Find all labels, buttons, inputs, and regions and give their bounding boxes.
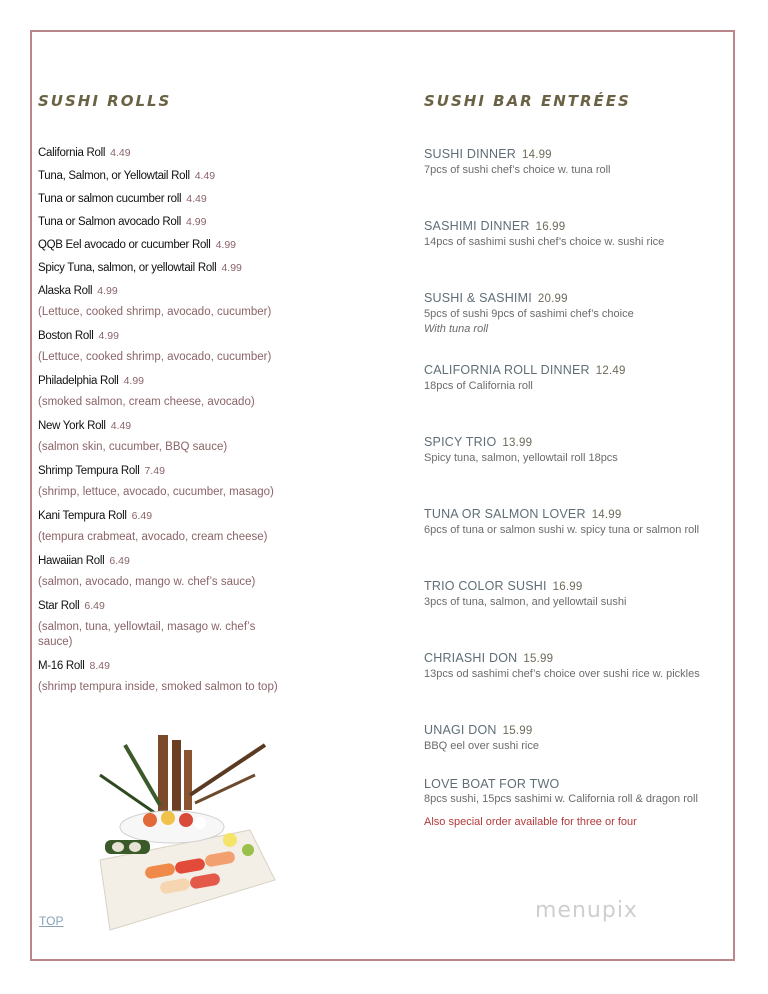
entree-item: [424, 650, 744, 722]
roll-name: New York Roll: [38, 420, 106, 432]
roll-name: Tuna or salmon cucumber roll: [38, 193, 182, 205]
entree-description: BBQ eel over sushi rice: [424, 740, 539, 752]
roll-name: Spicy Tuna, salmon, or yellowtail Roll: [38, 262, 217, 274]
entree-item: [424, 218, 744, 290]
roll-price: 8.49: [89, 660, 110, 672]
roll-price: 7.49: [144, 465, 165, 477]
sushi-roll-item: [38, 168, 288, 184]
entree-price: 16.99: [535, 221, 566, 233]
sushi-roll-item: [38, 191, 288, 207]
roll-name: Shrimp Tempura Roll: [38, 465, 140, 477]
entree-item: [424, 362, 744, 434]
top-link[interactable]: TOP: [39, 914, 64, 928]
entree-price: 16.99: [552, 581, 583, 593]
entree-item: [424, 506, 744, 578]
roll-price: 4.49: [186, 193, 207, 205]
entree-name: SUSHI DINNER: [424, 147, 516, 161]
entree-name: CHRIASHI DON: [424, 651, 518, 665]
roll-name: QQB Eel avocado or cucumber Roll: [38, 239, 211, 251]
entree-name: UNAGI DON: [424, 723, 497, 737]
entree-title-line: [424, 146, 744, 163]
entree-description: 3pcs of tuna, salmon, and yellowtail sushi: [424, 596, 627, 608]
roll-price: 6.49: [109, 555, 130, 567]
sushi-roll-item: [38, 553, 288, 569]
roll-price: 6.49: [84, 600, 105, 612]
sushi-rolls-list: [38, 145, 288, 703]
roll-name: M-16 Roll: [38, 660, 85, 672]
entree-title-line: [424, 578, 744, 595]
roll-price: 4.99: [123, 375, 145, 387]
entree-description: 7pcs of sushi chef’s choice w. tuna roll: [424, 164, 611, 176]
menupix-watermark: menupix: [535, 898, 638, 923]
entree-name: SUSHI & SASHIMI: [424, 291, 532, 305]
entree-item: [424, 722, 744, 776]
sushi-roll-item: [38, 508, 288, 524]
entree-price: 12.49: [595, 365, 626, 377]
roll-name: California Roll: [38, 147, 106, 159]
entree-price: 15.99: [523, 653, 554, 665]
roll-description: (shrimp, lettuce, avocado, cucumber, masago): [38, 486, 274, 498]
entree-title-line: [424, 434, 744, 451]
roll-description: (salmon, tuna, yellowtail, masago w. chef’s sauce): [38, 621, 256, 648]
entree-title-line: [424, 776, 744, 792]
roll-name: Hawaiian Roll: [38, 555, 105, 567]
entree-item: [424, 776, 744, 816]
entree-price: 13.99: [502, 437, 533, 449]
entree-title-line: [424, 290, 744, 307]
roll-name: Philadelphia Roll: [38, 375, 119, 387]
entree-name: SPICY TRIO: [424, 435, 497, 449]
roll-price: 4.99: [185, 216, 207, 228]
entree-name: LOVE BOAT FOR TWO: [424, 777, 560, 791]
roll-description: (salmon skin, cucumber, BBQ sauce): [38, 441, 228, 453]
roll-price: 4.49: [110, 147, 131, 159]
entree-description-extra: With tuna roll: [424, 323, 489, 335]
roll-name: Kani Tempura Roll: [38, 510, 127, 522]
sushi-roll-item: [38, 145, 288, 161]
roll-price: 4.49: [194, 170, 216, 182]
roll-description: (smoked salmon, cream cheese, avocado): [38, 396, 255, 408]
roll-name: Boston Roll: [38, 330, 94, 342]
roll-description: (Lettuce, cooked shrimp, avocado, cucumber): [38, 351, 272, 363]
sushi-roll-item: [38, 658, 288, 674]
sushi-roll-item: [38, 283, 288, 299]
entree-item: [424, 146, 744, 218]
roll-name: Alaska Roll: [38, 285, 93, 297]
sushi-roll-item: [38, 328, 288, 344]
sushi-platter-image: [80, 735, 280, 935]
roll-description: (Lettuce, cooked shrimp, avocado, cucumber): [38, 306, 272, 318]
roll-price: 4.99: [98, 330, 119, 342]
entree-title-line: [424, 218, 744, 235]
entree-price: 14.99: [591, 509, 622, 521]
roll-description: (shrimp tempura inside, smoked salmon to top): [38, 681, 278, 693]
sushi-bar-entrees-heading: SUSHI BAR ENTRÉES: [424, 92, 631, 110]
special-order-note: Also special order available for three or four: [424, 816, 637, 828]
sushi-rolls-heading: SUSHI ROLLS: [38, 92, 172, 110]
sushi-roll-item: [38, 373, 288, 389]
entree-name: TUNA OR SALMON LOVER: [424, 507, 586, 521]
entree-description: 6pcs of tuna or salmon sushi w. spicy tuna or salmon roll: [424, 524, 700, 536]
sushi-roll-item: [38, 237, 288, 253]
sushi-roll-item: [38, 598, 288, 614]
roll-price: 4.49: [110, 420, 132, 432]
sushi-bar-entrees-list: [424, 146, 744, 828]
entree-item: [424, 434, 744, 506]
sushi-roll-item: [38, 463, 288, 479]
roll-price: 4.99: [221, 262, 242, 274]
roll-description: (salmon, avocado, mango w. chef’s sauce): [38, 576, 256, 588]
entree-price: 15.99: [502, 725, 533, 737]
entree-description: 18pcs of California roll: [424, 380, 533, 392]
entree-item: [424, 290, 744, 362]
roll-name: Tuna or Salmon avocado Roll: [38, 216, 181, 228]
roll-price: 4.99: [215, 239, 237, 251]
entree-description: 8pcs sushi, 15pcs sashimi w. California roll & dragon roll: [424, 793, 698, 805]
entree-name: SASHIMI DINNER: [424, 219, 530, 233]
roll-description: (tempura crabmeat, avocado, cream cheese): [38, 531, 268, 543]
sushi-roll-item: [38, 418, 288, 434]
roll-price: 4.99: [97, 285, 118, 297]
entree-description: 13pcs od sashimi chef’s choice over sushi rice w. pickles: [424, 668, 700, 680]
entree-description: 5pcs of sushi 9pcs of sashimi chef’s choice: [424, 308, 634, 320]
sushi-roll-item: [38, 260, 288, 276]
entree-description: 14pcs of sashimi sushi chef’s choice w. sushi rice: [424, 236, 665, 248]
entree-name: CALIFORNIA ROLL DINNER: [424, 363, 590, 377]
entree-title-line: [424, 506, 744, 523]
roll-name: Star Roll: [38, 600, 80, 612]
entree-price: 14.99: [522, 149, 552, 161]
sushi-roll-item: [38, 214, 288, 230]
entree-title-line: [424, 722, 744, 739]
entree-title-line: [424, 362, 744, 379]
entree-name: TRIO COLOR SUSHI: [424, 579, 547, 593]
entree-item: [424, 578, 744, 650]
entree-title-line: [424, 650, 744, 667]
entree-description: Spicy tuna, salmon, yellowtail roll 18pcs: [424, 452, 618, 464]
roll-name: Tuna, Salmon, or Yellowtail Roll: [38, 170, 190, 182]
roll-price: 6.49: [131, 510, 153, 522]
entree-price: 20.99: [537, 293, 568, 305]
